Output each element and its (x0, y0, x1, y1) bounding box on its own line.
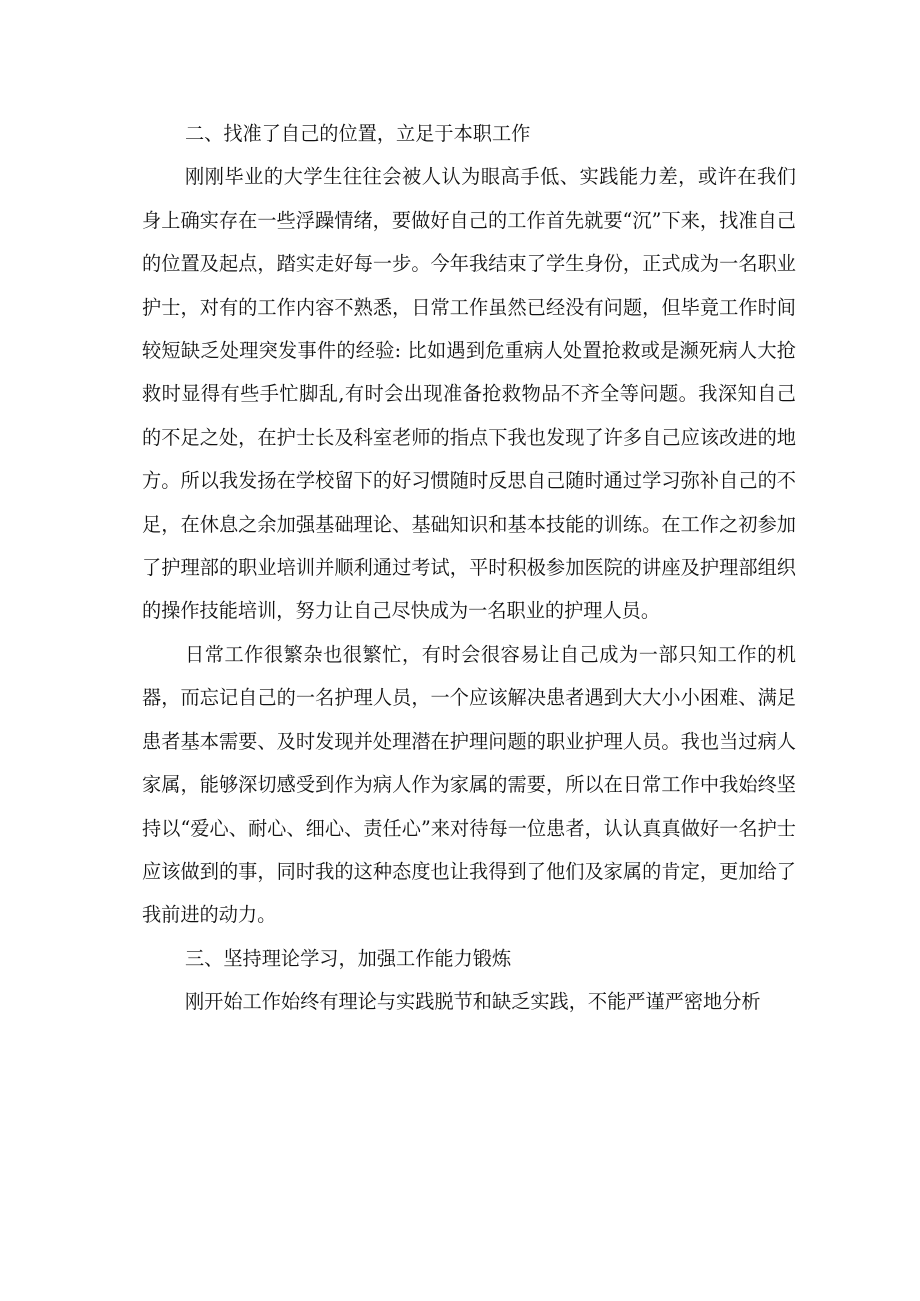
document-body (142, 112, 796, 1024)
paragraph: 刚刚毕业的大学生往往会被人认为眼高手低、实践能力差，或许在我们身上确实存在一些浮躁情绪，要做好自己的工作首先就要“沉”下来，找准自己的位置及起点，踏实走好每一步。今年我结束了学生身份，正式成为一名职业护士，对有的工作内容不熟悉，日常工作虽然已经没有问题，但毕竟工作时间较短缺乏处理突发事件的经验: 比如遇到危重病人处置抢救或是濒死病人大抢救时显得有些手忙脚乱,有时会出现准备抢救物品不齐全等问题。我深知自己的不足之处，在护士长及科室老师的指点下我也发现了许多自己应该改进的地方。所以我发扬在学校留下的好习惯随时反思自己随时通过学习弥补自己的不足，在休息之余加强基础理论、基础知识和基本技能的训练。在工作之初参加了护理部的职业培训并顺利通过考试，平时积极参加医院的讲座及护理部组织的操作技能培训，努力让自己尽快成为一名职业的护理人员。 (142, 165, 796, 623)
section-heading-two: 二、找准了自己的位置，立足于本职工作 (185, 122, 531, 145)
paragraph: 日常工作很繁杂也很繁忙，有时会很容易让自己成为一部只知工作的机器，而忘记自己的一名护理人员，一个应该解决患者遇到大大小小困难、满足患者基本需要、及时发现并处理潜在护理问题的职业护理人员。我也当过病人家属，能够深切感受到作为病人作为家属的需要，所以在日常工作中我始终坚持以“爱心、耐心、细心、责任心”来对待每一位患者，认认真真做好一名护士应该做到的事，同时我的这种态度也让我得到了他们及家属的肯定，更加给了我前进的动力。 (142, 642, 796, 927)
paragraph: 刚开始工作始终有理论与实践脱节和缺乏实践，不能严谨严密地分析 (185, 990, 761, 1014)
section-heading-three: 三、坚持理论学习，加强工作能力锻炼 (185, 946, 512, 970)
